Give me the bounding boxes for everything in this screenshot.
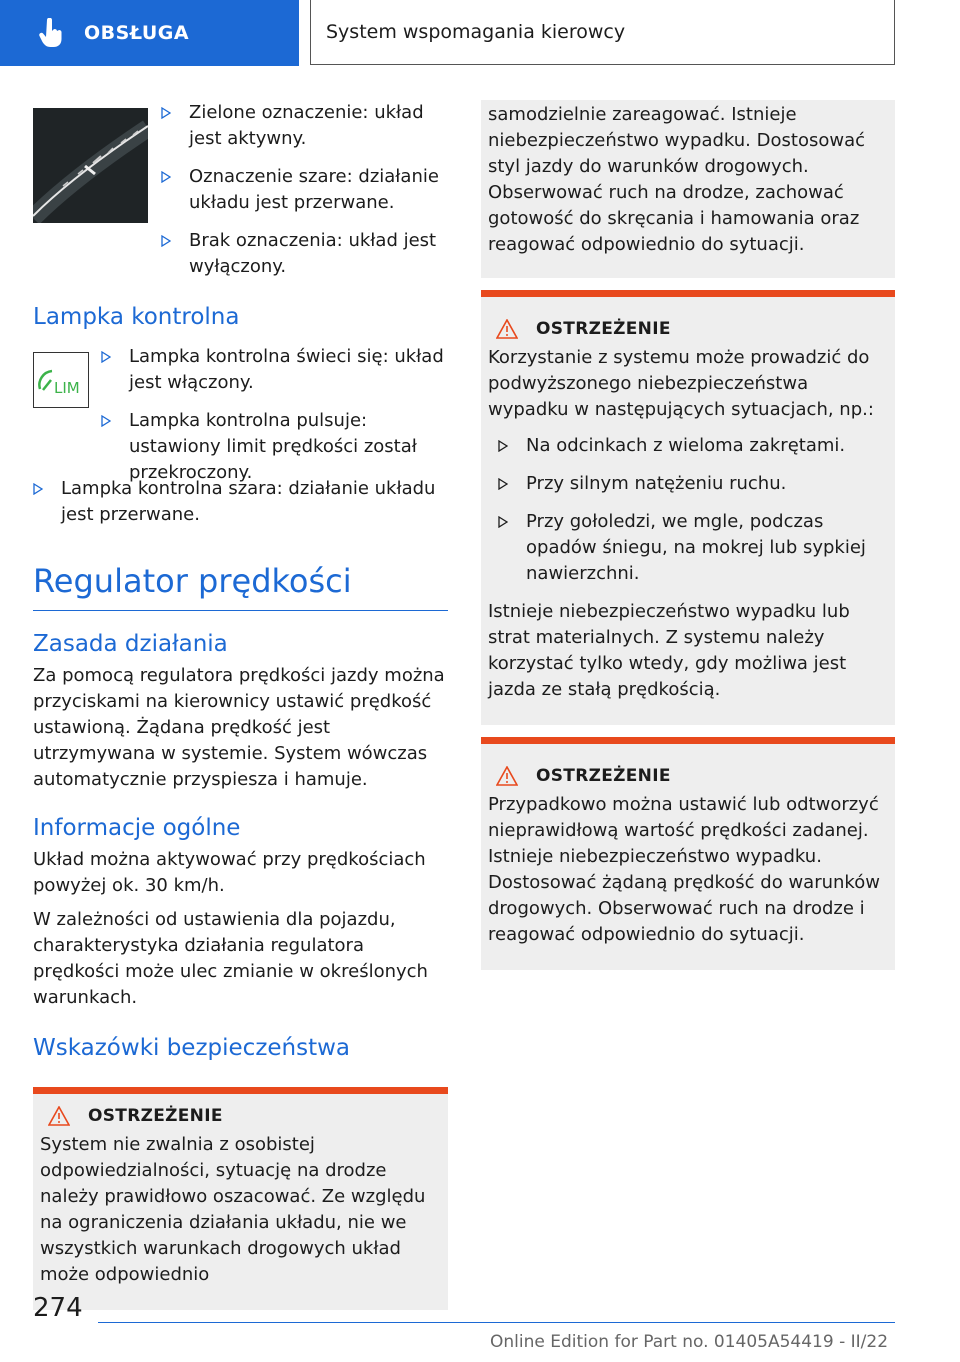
warning-box-2 [481, 290, 895, 725]
triangle-bullet-icon [33, 483, 43, 495]
chapter-tab [310, 0, 895, 65]
triangle-bullet-icon [161, 235, 171, 247]
warning-continuation-text: samodzielnie zareagować. Istnieje niebezpieczeństwo wypadku. Dostosować styl jazdy do warunków drogowych. Obserwować ruch na drodze, zachować gotowość do skręcania i hamowania oraz reagować odpowiednio do sytuacji. [488, 104, 865, 255]
list-item: Lampka kontrolna szara: działanie układu jest przerwane. [33, 476, 448, 528]
footer-divider [98, 1322, 895, 1323]
zasada-paragraph: Za pomocą regulatora prędkości jazdy można przyciskami na kierownicy ustawić prędkość ustawioną. Żądana prędkość jest utrzymywana w systemie. System wówczas automatycznie przyspiesza i hamuje. [33, 665, 445, 790]
triangle-bullet-icon [161, 107, 171, 119]
svg-text:LIM: LIM [54, 379, 80, 397]
page-header [0, 0, 960, 66]
info-heading: Informacje ogólne [33, 815, 241, 841]
lampka-heading: Lampka kontrolna [33, 304, 240, 330]
triangle-bullet-icon [498, 516, 508, 528]
lampka-bullet-list [101, 344, 451, 498]
status-bullet-list [161, 100, 451, 292]
list-item: Przy silnym natężeniu ruchu. [498, 471, 887, 497]
triangle-bullet-icon [498, 440, 508, 452]
triangle-bullet-icon [101, 351, 111, 363]
section-tab[interactable] [0, 0, 299, 66]
regulator-title: Regulator prędkości [33, 562, 448, 611]
lim-indicator-icon [33, 352, 89, 408]
list-item: Na odcinkach z wieloma zakrętami. [498, 433, 887, 459]
edition-text: Online Edition for Part no. 01405A54419 - II/22 [490, 1332, 889, 1352]
hand-pointer-icon [38, 18, 64, 48]
page-number: 274 [33, 1293, 83, 1323]
warning-box-1-continued [481, 100, 895, 278]
list-item: Przy gołoledzi, we mgle, podczas opadów śniegu, na mokrej lub sypkiej nawierzchni. [498, 509, 887, 587]
warning-text: Przypadkowo można ustawić lub odtworzyć nieprawidłową wartość prędkości zadanej. Istnieje niebezpieczeństwo wypadku. Dostosować żądaną prędkość do warunków drogowych. Obserwować ruch na drodze i reagować odpowiednio do sytuacji. [488, 794, 880, 945]
right-column [481, 100, 895, 970]
warning-title: OSTRZEŻENIE [88, 1106, 223, 1126]
list-item: Lampka kontrolna pulsuje: ustawiony limit prędkości został przekroczony. [101, 408, 451, 486]
warning-triangle-icon [496, 766, 518, 786]
warning-triangle-icon [496, 319, 518, 339]
section-label: OBSŁUGA [84, 22, 190, 44]
list-item: Brak oznaczenia: układ jest wyłączony. [161, 228, 451, 280]
warning-box-1 [33, 1087, 448, 1310]
safety-heading: Wskazówki bezpieczeństwa [33, 1035, 351, 1061]
list-item: Oznaczenie szare: działanie układu jest przerwane. [161, 164, 451, 216]
chapter-title: System wspomagania kierowcy [326, 21, 626, 43]
lampka-bullet-list-2 [33, 476, 448, 528]
warning-title: OSTRZEŻENIE [536, 766, 671, 786]
list-item: Zielone oznaczenie: układ jest aktywny. [161, 100, 451, 152]
warning-outro: Istnieje niebezpieczeństwo wypadku lub strat materialnych. Z systemu należy korzystać tylko wtedy, gdy możliwa jest jazda ze stałą prędkością. [488, 601, 850, 700]
list-item: Lampka kontrolna świeci się: układ jest włączony. [101, 344, 451, 396]
warning-triangle-icon [48, 1106, 70, 1126]
info-paragraph-1: Układ można aktywować przy prędkościach powyżej ok. 30 km/h. [33, 849, 426, 896]
triangle-bullet-icon [161, 171, 171, 183]
zasada-heading: Zasada działania [33, 631, 228, 657]
left-column [33, 100, 448, 1310]
speedometer-image [33, 108, 148, 223]
warning-intro: Korzystanie z systemu może prowadzić do podwyższonego niebezpieczeństwa wypadku w następujących sytuacjach, np.: [488, 347, 874, 420]
warning-text: System nie zwalnia z osobistej odpowiedzialności, sytuację na drodze należy prawidłowo oszacować. Ze względu na ograniczenia działania układu, nie we wszystkich warunkach drogowych układ może odpowiednio [40, 1134, 426, 1285]
warning-title: OSTRZEŻENIE [536, 319, 671, 339]
info-paragraph-2: W zależności od ustawienia dla pojazdu, charakterystyka działania regulatora prędkości może ulec zmianie w określonych warunkach. [33, 909, 428, 1008]
warning-box-3 [481, 737, 895, 970]
warning-bullet-list [498, 433, 887, 587]
triangle-bullet-icon [498, 478, 508, 490]
triangle-bullet-icon [101, 415, 111, 427]
